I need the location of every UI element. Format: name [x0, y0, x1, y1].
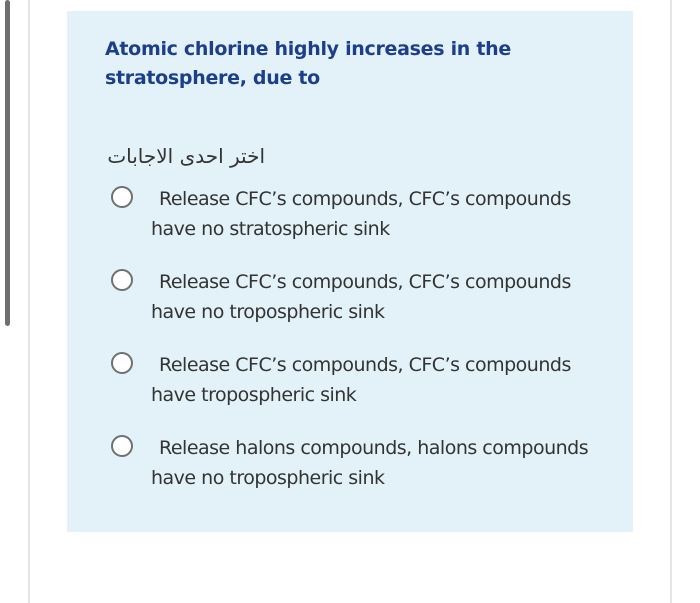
page-scrollbar[interactable] — [5, 0, 10, 326]
answer-option-label[interactable]: Release CFC’s compounds, CFC’s compounds have no tropospheric sink — [151, 271, 571, 323]
left-divider — [28, 0, 30, 603]
answer-prompt: اختر احدى الاجابات — [107, 144, 265, 168]
answer-option-1[interactable] — [111, 184, 611, 248]
answer-option-label[interactable]: Release CFC’s compounds, CFC’s compounds have no stratospheric sink — [151, 188, 571, 240]
question-card — [67, 11, 633, 532]
answer-option-label[interactable]: Release CFC’s compounds, CFC’s compounds have tropospheric sink — [151, 354, 571, 406]
question-text: Atomic chlorine highly increases in the stratosphere, due to — [105, 38, 511, 89]
radio-button[interactable] — [111, 435, 133, 457]
right-divider — [670, 0, 672, 603]
answer-option-4[interactable] — [111, 433, 611, 497]
radio-button[interactable] — [111, 186, 133, 208]
answer-option-label[interactable]: Release halons compounds, halons compounds have no tropospheric sink — [151, 437, 589, 489]
answer-option-2[interactable] — [111, 267, 611, 331]
answer-option-3[interactable] — [111, 350, 611, 414]
radio-button[interactable] — [111, 269, 133, 291]
radio-button[interactable] — [111, 352, 133, 374]
